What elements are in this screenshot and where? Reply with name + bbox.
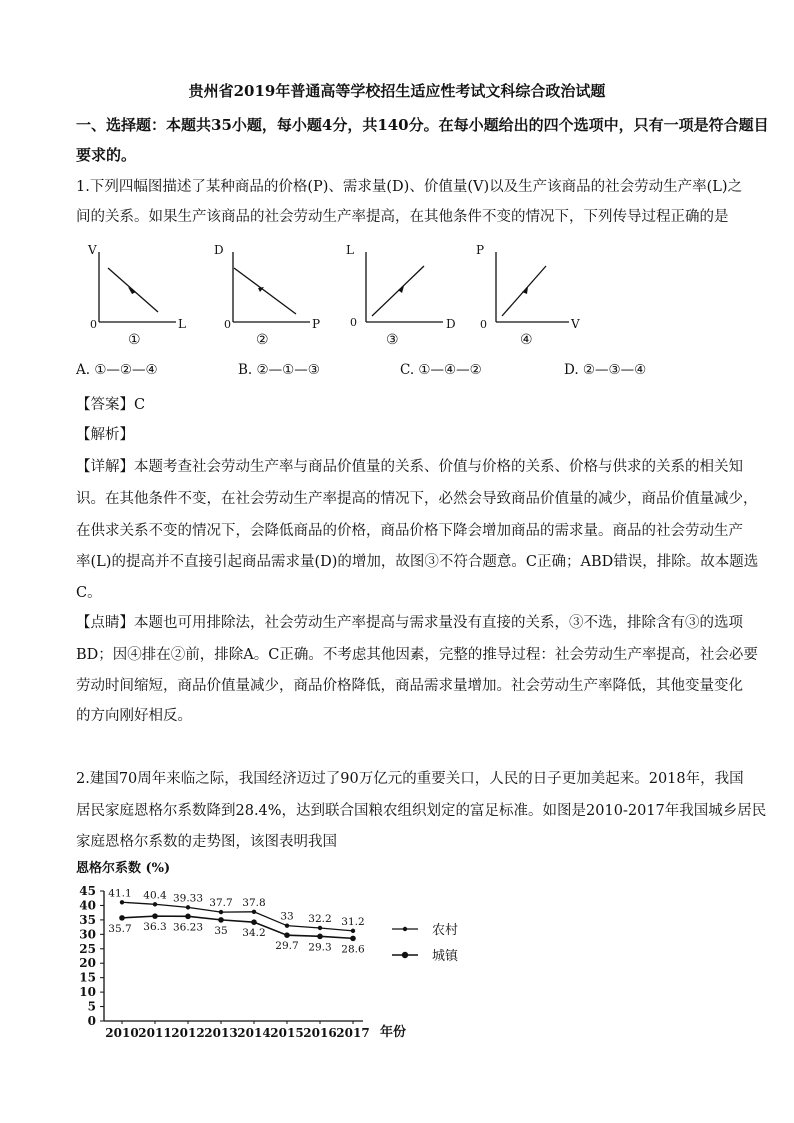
- data-point: [285, 923, 289, 927]
- graph-4-ylabel: P: [476, 243, 485, 257]
- x-tick-label: 2015: [270, 1026, 304, 1040]
- data-label: 32.2: [308, 912, 332, 925]
- y-tick-label: 0: [87, 1014, 96, 1028]
- data-label: 35.7: [108, 922, 132, 935]
- y-tick-label: 20: [79, 956, 96, 971]
- graph-2-number: ②: [256, 332, 269, 348]
- data-label: 41.1: [108, 887, 132, 900]
- y-tick-label: 30: [79, 927, 96, 942]
- y-tick-label: 25: [79, 941, 96, 956]
- graph-3-xlabel: D: [446, 317, 456, 331]
- data-label: 33: [280, 910, 294, 923]
- q1-analysis-label: 【解析】: [76, 427, 134, 443]
- q2-stem-line: 居民家庭恩格尔系数降到28.4%，达到联合国粮农组织划定的富足标准。如图是2010-2017年我国城乡居民: [76, 803, 767, 819]
- q1-option-c: C. ①—④—②: [400, 362, 482, 378]
- data-label: 29.7: [275, 940, 299, 953]
- data-point: [186, 905, 190, 909]
- data-label: 35: [214, 924, 228, 937]
- y-tick-label: 15: [79, 970, 96, 985]
- data-label: 34.2: [242, 927, 266, 940]
- q1-option-b: B. ②—①—③: [238, 362, 320, 378]
- data-point: [218, 917, 224, 923]
- data-point: [185, 914, 191, 920]
- graph-3: [346, 243, 456, 348]
- data-label: 37.8: [242, 896, 266, 909]
- data-point: [351, 929, 355, 933]
- q1-stem-line1: 1.下列四幅图描述了某种商品的价格(P)、需求量(D)、价值量(V)以及生产该商品的社会劳动生产率(L)之: [76, 179, 743, 195]
- graph-1-xlabel: L: [178, 317, 186, 331]
- data-label: 39.33: [172, 892, 204, 905]
- q1-answer: 【答案】C: [76, 397, 146, 413]
- q1-stem-line2: 间的关系。如果生产该商品的社会劳动生产率提高，在其他条件不变的情况下，下列传导过程正确的是: [76, 209, 729, 225]
- data-point: [152, 913, 158, 919]
- data-point: [318, 926, 322, 930]
- chart-xlabel: 年份: [380, 1025, 407, 1040]
- y-tick-label: 5: [87, 999, 96, 1014]
- graph-1-number: ①: [128, 332, 141, 348]
- x-tick-label: 2013: [204, 1026, 238, 1040]
- x-tick-label: 2011: [138, 1026, 172, 1040]
- data-label: 36.23: [172, 921, 204, 934]
- graph-1-ylabel: V: [88, 243, 97, 257]
- q1-tip-line: 的方向刚好相反。: [76, 708, 192, 724]
- q1-tip-line: 劳动时间缩短，商品价值量减少，商品价格降低，商品需求量增加。社会劳动生产率降低，其他变量变化: [76, 678, 743, 694]
- data-label: 40.4: [143, 889, 167, 902]
- graph-4: [476, 243, 580, 348]
- data-label: 29.3: [308, 941, 332, 954]
- q2-stem-line: 2.建国70周年来临之际，我国经济迈过了90万亿元的重要关口，人民的日子更加美起来。2018年，我国: [76, 771, 744, 787]
- legend-label-urban: 城镇: [432, 949, 459, 964]
- q1-tip-line: 【点睛】本题也可用排除法，社会劳动生产率提高与需求量没有直接的关系，③不选，排除含有③的选项: [76, 615, 743, 631]
- graph-4-number: ④: [520, 332, 533, 348]
- graph-4-xlabel: V: [571, 317, 580, 331]
- data-point: [284, 932, 290, 938]
- data-label: 37.7: [209, 897, 233, 910]
- page-title: 贵州省2019年普通高等学校招生适应性考试文科综合政治试题: [188, 82, 606, 100]
- chart-ylabel: 恩格尔系数 (%): [76, 861, 171, 876]
- legend-label-rural: 农村: [432, 923, 459, 938]
- q1-tip-line: BD；因④排在②前，排除A。C正确。不考虑其他因素，完整的推导过程：社会劳动生产率提高，社会必要: [76, 647, 758, 663]
- x-tick-label: 2012: [171, 1026, 205, 1040]
- data-label: 31.2: [341, 915, 365, 928]
- x-tick-label: 2017: [336, 1026, 370, 1040]
- graph-2: [214, 243, 320, 348]
- q1-detail-line: 【详解】本题考查社会劳动生产率与商品价值量的关系、价值与价格的关系、价格与供求的关系的相关知: [76, 459, 743, 475]
- q1-detail-line: 在供求关系不变的情况下，会降低商品的价格，商品价格下降会增加商品的需求量。商品的社会劳动生产: [76, 523, 743, 539]
- graph-2-ylabel: D: [214, 243, 224, 257]
- x-tick-label: 2016: [303, 1026, 337, 1040]
- y-tick-label: 35: [79, 912, 96, 927]
- q1-graphs: [70, 238, 610, 350]
- data-point: [219, 910, 223, 914]
- q1-detail-line: 识。在其他条件不变，在社会劳动生产率提高的情况下，必然会导致商品价值量的减少，商品价值量减少，: [76, 491, 758, 507]
- x-tick-label: 2014: [237, 1026, 271, 1040]
- y-tick-label: 45: [79, 884, 96, 898]
- q1-option-a: A. ①—②—④: [76, 362, 158, 378]
- q1-detail-line: C。: [76, 585, 102, 601]
- data-point: [317, 934, 323, 940]
- graph-3-ylabel: L: [346, 243, 354, 257]
- data-point: [153, 902, 157, 906]
- q2-stem-line: 家庭恩格尔系数的走势图，该图表明我国: [76, 834, 337, 850]
- y-tick-label: 10: [79, 985, 96, 1000]
- q1-detail-line: 率(L)的提高并不直接引起商品需求量(D)的增加，故图③不符合题意。C正确；ABD错误，排除。故本题选: [76, 554, 759, 570]
- data-point: [120, 900, 124, 904]
- data-point: [251, 919, 257, 925]
- data-point: [252, 910, 256, 914]
- data-label: 28.6: [341, 943, 365, 956]
- chart-legend: [392, 922, 459, 964]
- graph-3-number: ③: [386, 332, 399, 348]
- data-label: 36.3: [143, 921, 167, 934]
- section-heading-line2: 要求的。: [76, 146, 137, 164]
- engel-chart: [0, 850, 794, 1050]
- graph-2-origin: 0: [224, 318, 231, 331]
- graph-4-origin: 0: [480, 318, 487, 331]
- graph-3-origin: 0: [350, 316, 357, 329]
- x-tick-label: 2010: [105, 1026, 139, 1040]
- graph-2-xlabel: P: [312, 317, 321, 331]
- graph-1-origin: 0: [90, 318, 97, 331]
- graph-1: [87, 243, 186, 348]
- data-point: [119, 915, 125, 921]
- y-tick-label: 40: [79, 898, 96, 913]
- section-heading-line1: 一、选择题：本题共35小题，每小题4分，共140分。在每小题给出的四个选项中，只有一项是符合题目: [76, 116, 769, 134]
- data-point: [350, 936, 356, 942]
- q1-option-d: D. ②—③—④: [564, 362, 647, 378]
